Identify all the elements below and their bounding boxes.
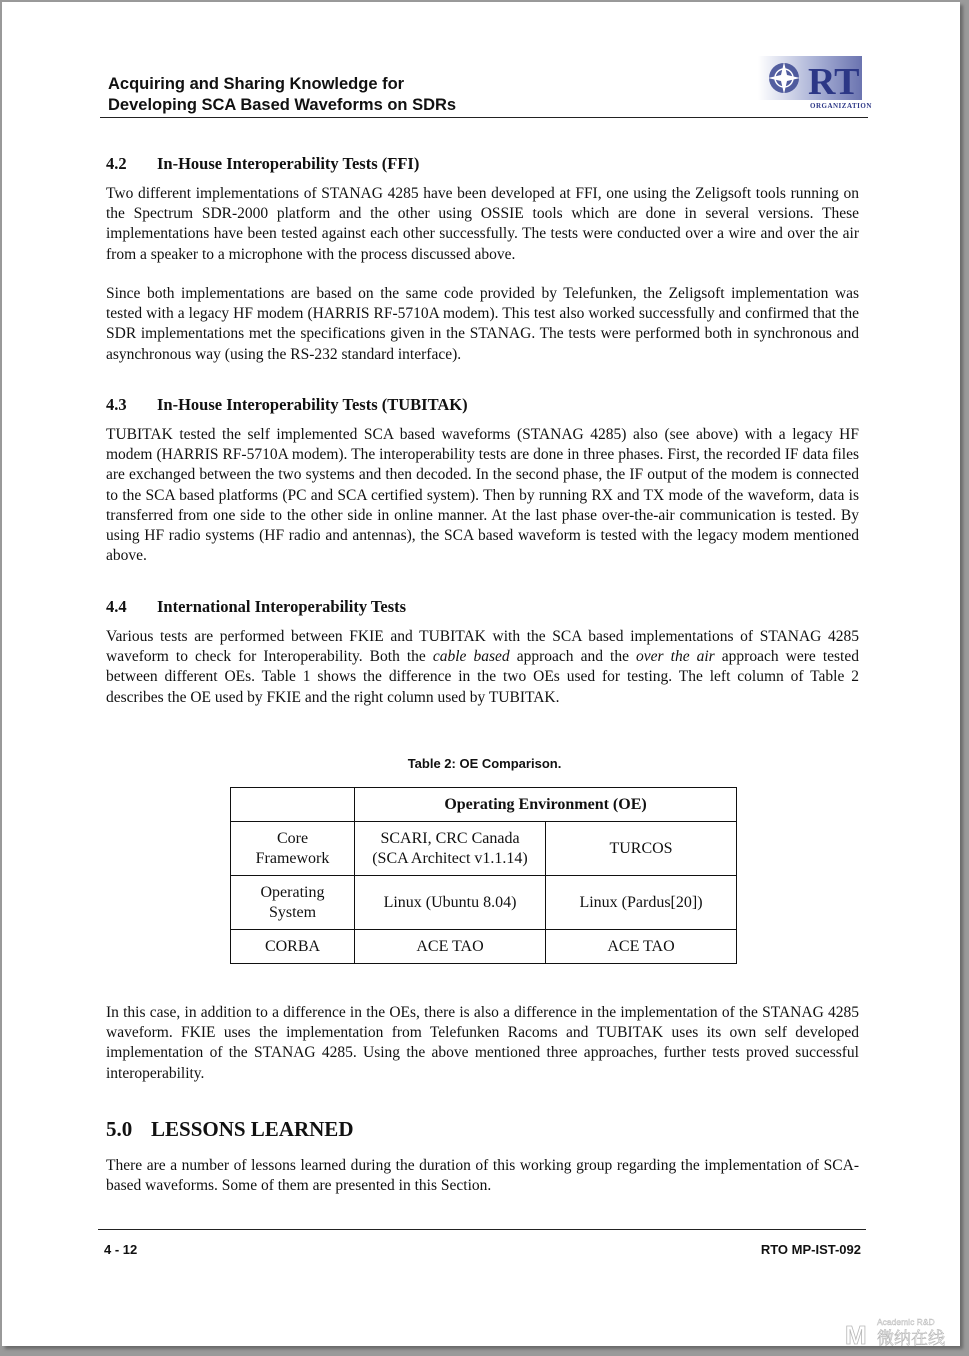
table-row	[231, 876, 737, 930]
section-4-2-paragraph-2: Since both implementations are based on the same code provided by Telefunken, the Zeligsoft implementation was tested with a legacy HF modem (HARRIS RF-5710A modem). This test also worked successfully and confirmed that the SDR implementations met the specifications given in the STANAG. The tests were performed both in synchronous and asynchronous way (using the RS-232 standard interface).	[106, 285, 859, 363]
logo-subtext: ORGANIZATION	[810, 102, 872, 110]
section-number: 5.0	[106, 1117, 133, 1141]
text-run: approach were tested between different OEs. Table 1 shows the difference in the two OEs used for testing. The left column of Table 2 describes the OE used by FKIE and the right column used by TUBITAK.	[106, 648, 859, 706]
section-4-3-paragraph-1: TUBITAK tested the self implemented SCA based waveforms (STANAG 4285) also (see above) with a legacy HF modem (HARRIS RF-5710A modem). The interoperability tests are done in three phases. First, the recorded IF data files are exchanged between the two systems and then decoded. In the second phase, the IF output of the modem is connected to the SCA based platforms (PC and SCA certified system). Then by running RX and TX mode of the waveform, data is transferred from one side to the other side in online manner. At the last phase over-the-air communication is tested. By using HF radio systems (HF radio and antennas), the SCA based waveform is tested with the legacy modem mentioned above.	[106, 426, 859, 565]
table-header-cell: Operating Environment (OE)	[355, 788, 737, 822]
section-title: In-House Interoperability Tests (TUBITAK)	[157, 395, 468, 414]
section-4-2-paragraph-1: Two different implementations of STANAG 4285 have been developed at FFI, one using the Zeligsoft tools running on the Spectrum SDR-2000 platform and the other using OSSIE tools which are done in several versions. These implementations have been tested against each other successfully. The tests were conducted over a wire and over the air from a speaker to a microphone with the process discussed above.	[106, 185, 859, 263]
section-number: 4.3	[106, 395, 127, 414]
section-title: LESSONS LEARNED	[151, 1117, 354, 1141]
footer-document-id: RTO MP-IST-092	[760, 1242, 861, 1257]
table-cell: ACE TAO	[546, 930, 737, 964]
watermark-logo	[843, 1314, 961, 1350]
oe-comparison-table	[230, 787, 737, 964]
table-row	[231, 822, 737, 876]
svg-text:M: M	[845, 1320, 867, 1350]
watermark-text-line-2: 微纳在线	[877, 1329, 945, 1349]
section-4-3-heading	[106, 395, 859, 415]
table-cell: Linux (Ubuntu 8.04)	[355, 876, 546, 930]
text-run: approach and the	[509, 648, 637, 666]
footer-page-number: 4 - 12	[104, 1242, 138, 1257]
watermark-text-line-1: Academic R&D	[877, 1317, 935, 1327]
table-header-row	[231, 788, 737, 822]
table-cell: Linux (Pardus[20])	[546, 876, 737, 930]
text-run: Various tests are performed between FKIE and TUBITAK with the SCA based implementations of STANAG 4285 waveform to check for Interoperability. Both the	[106, 628, 859, 666]
table-corner-cell	[231, 788, 355, 822]
table-cell: ACE TAO	[355, 930, 546, 964]
section-5-0-heading	[106, 1117, 859, 1142]
logo-letters: RT	[808, 61, 860, 103]
section-4-4-heading	[106, 597, 859, 617]
header-title	[108, 74, 456, 116]
section-5-0-paragraph-1: There are a number of lessons learned during the duration of this working group regarding the implementation of SCA-based waveforms. Some of them are presented in this Section.	[106, 1157, 859, 1195]
table-cell: TURCOS	[546, 822, 737, 876]
emphasis-cable-based: cable based	[432, 648, 510, 666]
table-row-label: CORBA	[231, 930, 355, 964]
section-4-2-heading	[106, 154, 859, 174]
footer-rule	[98, 1229, 866, 1230]
rto-logo	[758, 54, 872, 112]
section-number: 4.2	[106, 154, 127, 173]
section-number: 4.4	[106, 597, 127, 616]
table-cell: SCARI, CRC Canada (SCA Architect v1.1.14)	[355, 822, 546, 876]
section-title: International Interoperability Tests	[157, 597, 407, 616]
table-row-label: Operating System	[231, 876, 355, 930]
header-title-line-1: Acquiring and Sharing Knowledge for	[108, 75, 405, 93]
emphasis-over-the-air: over the air	[636, 648, 715, 666]
section-title: In-House Interoperability Tests (FFI)	[157, 154, 420, 173]
header-title-line-2: Developing SCA Based Waveforms on SDRs	[108, 96, 457, 114]
section-4-4-paragraph-2: In this case, in addition to a difference in the OEs, there is also a difference in the implementation of the STANAG 4285 waveform. FKIE uses the implementation from Telefunken Racoms and TUBITAK uses its own self developed implementation of the STANAG 4285. Using the above mentioned three approaches, further tests proved successful interoperability.	[106, 1004, 859, 1082]
table-caption: Table 2: OE Comparison.	[407, 756, 562, 771]
header-rule	[100, 117, 868, 118]
table-row-label: Core Framework	[231, 822, 355, 876]
table-row	[231, 930, 737, 964]
section-4-4-paragraph-1	[106, 627, 859, 708]
